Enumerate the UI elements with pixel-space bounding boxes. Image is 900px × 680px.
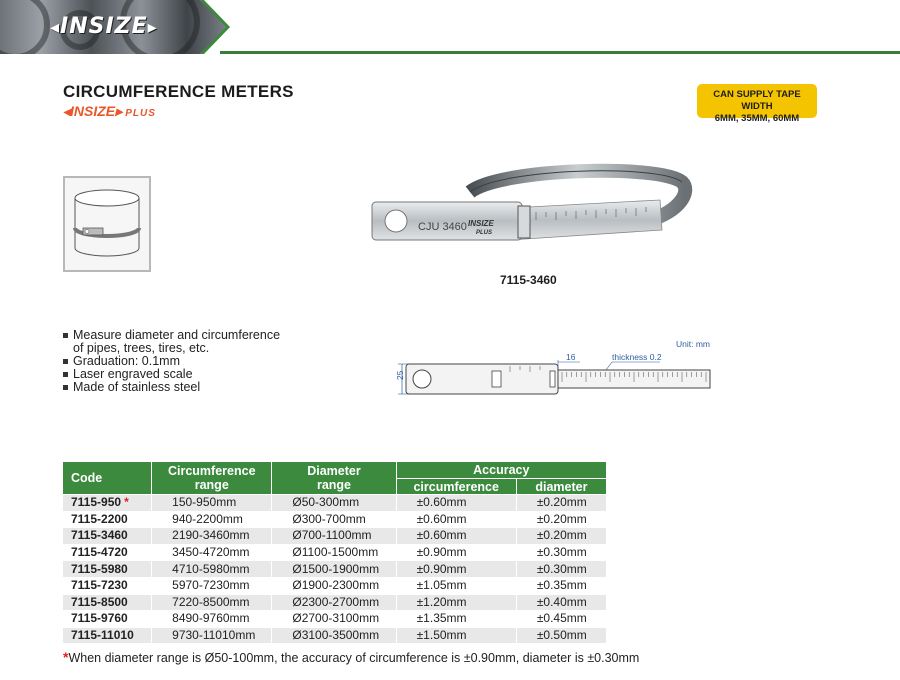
cell-diameter-range: Ø3100-3500mm [272, 627, 396, 644]
cell-code-text: 7115-9760 [71, 611, 128, 626]
cell-code [63, 611, 152, 628]
cell-diameter-range: Ø1500-1900mm [272, 561, 396, 578]
cell-accuracy-circumference: ±0.60mm [396, 495, 516, 512]
cell-accuracy-circumference: ±0.60mm [396, 511, 516, 528]
cell-accuracy-circumference: ±1.35mm [396, 611, 516, 628]
cell-accuracy-diameter: ±0.35mm [516, 577, 606, 594]
tape-brand-suffix: PLUS [476, 230, 493, 236]
supply-note-line2: 6MM, 35MM, 60MM [714, 113, 800, 124]
col-header-accuracy-diameter: diameter [516, 479, 606, 495]
tape-model-label: CJU 3460 [418, 221, 467, 233]
product-photo [360, 160, 700, 275]
cell-diameter-range: Ø1100-1500mm [272, 544, 396, 561]
table-row [63, 577, 607, 594]
cell-circumference-range: 150-950mm [152, 495, 272, 512]
feature-item: Graduation: 0.1mm [63, 355, 280, 368]
product-code-caption: 7115-3460 [500, 273, 557, 287]
length-dimension: 16 [566, 352, 576, 362]
spec-table [62, 461, 607, 644]
cell-code [63, 561, 152, 578]
table-row [63, 611, 607, 628]
cylinder-illustration [65, 178, 149, 270]
cell-circumference-range: 5970-7230mm [152, 577, 272, 594]
table-row [63, 544, 607, 561]
cell-code-text: 7115-950 [71, 495, 122, 510]
sub-brand-logo: ◂INSIZE▸ PLUS [63, 103, 156, 119]
cell-circumference-range: 940-2200mm [152, 511, 272, 528]
cell-accuracy-circumference: ±1.20mm [396, 594, 516, 611]
cell-diameter-range: Ø1900-2300mm [272, 577, 396, 594]
footnote [63, 649, 639, 665]
cell-code-text: 7115-5980 [71, 561, 128, 576]
table-row [63, 561, 607, 578]
cell-code-text: 7115-8500 [71, 594, 128, 609]
usage-thumbnail [63, 176, 151, 272]
cell-circumference-range: 4710-5980mm [152, 561, 272, 578]
footnote-marker: * [124, 495, 129, 510]
cell-code [63, 544, 152, 561]
cell-accuracy-diameter: ±0.20mm [516, 511, 606, 528]
cell-code [63, 627, 152, 644]
col-header-code: Code [63, 462, 152, 495]
cell-code [63, 577, 152, 594]
cell-code-text: 7115-3460 [71, 528, 128, 543]
supply-note-badge [697, 84, 817, 124]
footnote-text: When diameter range is Ø50-100mm, the accuracy of circumference is ±0.90mm, diameter is ±0.30mm [68, 651, 640, 665]
cell-accuracy-circumference: ±1.05mm [396, 577, 516, 594]
cell-code [63, 495, 152, 512]
cell-code-text: 7115-2200 [71, 511, 128, 526]
table-row [63, 528, 607, 545]
cell-circumference-range: 3450-4720mm [152, 544, 272, 561]
cell-code-text: 7115-7230 [71, 578, 128, 593]
feature-list [63, 329, 280, 394]
unit-label: Unit: mm [676, 339, 710, 349]
cell-accuracy-circumference: ±0.90mm [396, 544, 516, 561]
technical-drawing [380, 336, 720, 411]
feature-item: Laser engraved scale [63, 368, 280, 381]
cell-accuracy-diameter: ±0.30mm [516, 561, 606, 578]
table-row [63, 495, 607, 512]
feature-item-continued: of pipes, trees, tires, etc. [73, 341, 210, 355]
header-divider [220, 51, 900, 54]
cell-accuracy-diameter: ±0.20mm [516, 495, 606, 512]
table-row [63, 511, 607, 528]
col-header-accuracy: Accuracy [396, 462, 606, 479]
supply-note-line1: CAN SUPPLY TAPE WIDTH [713, 89, 801, 112]
cell-code [63, 528, 152, 545]
cell-accuracy-circumference: ±1.50mm [396, 627, 516, 644]
cell-code-text: 7115-11010 [71, 628, 134, 643]
cell-accuracy-diameter: ±0.40mm [516, 594, 606, 611]
table-row [63, 594, 607, 611]
col-header-circumference: Circumference range [152, 462, 272, 495]
cell-code-text: 7115-4720 [71, 545, 128, 560]
cell-diameter-range: Ø2300-2700mm [272, 594, 396, 611]
tape-brand-label: INSIZE [468, 219, 494, 228]
cell-circumference-range: 9730-11010mm [152, 627, 272, 644]
col-header-diameter: Diameter range [272, 462, 396, 495]
brand-logo: ◂INSIZE▸ [50, 14, 158, 39]
cell-accuracy-diameter: ±0.30mm [516, 544, 606, 561]
page-title: CIRCUMFERENCE METERS [63, 82, 294, 101]
cell-diameter-range: Ø700-1100mm [272, 528, 396, 545]
cell-accuracy-diameter: ±0.45mm [516, 611, 606, 628]
cell-accuracy-diameter: ±0.20mm [516, 528, 606, 545]
table-row [63, 627, 607, 644]
cell-diameter-range: Ø2700-3100mm [272, 611, 396, 628]
cell-code [63, 511, 152, 528]
thickness-label: thickness 0.2 [612, 352, 662, 362]
feature-item: Measure diameter and circumference [63, 329, 280, 342]
col-header-accuracy-circumference: circumference [396, 479, 516, 495]
cell-circumference-range: 7220-8500mm [152, 594, 272, 611]
cell-accuracy-circumference: ±0.60mm [396, 528, 516, 545]
feature-item: Made of stainless steel [63, 381, 280, 394]
header-band [0, 0, 900, 56]
cell-code [63, 594, 152, 611]
width-dimension: 25 [395, 370, 405, 380]
cell-diameter-range: Ø50-300mm [272, 495, 396, 512]
cell-accuracy-circumference: ±0.90mm [396, 561, 516, 578]
cell-circumference-range: 8490-9760mm [152, 611, 272, 628]
cell-diameter-range: Ø300-700mm [272, 511, 396, 528]
cell-circumference-range: 2190-3460mm [152, 528, 272, 545]
footnote-star: * [63, 649, 69, 665]
cell-accuracy-diameter: ±0.50mm [516, 627, 606, 644]
